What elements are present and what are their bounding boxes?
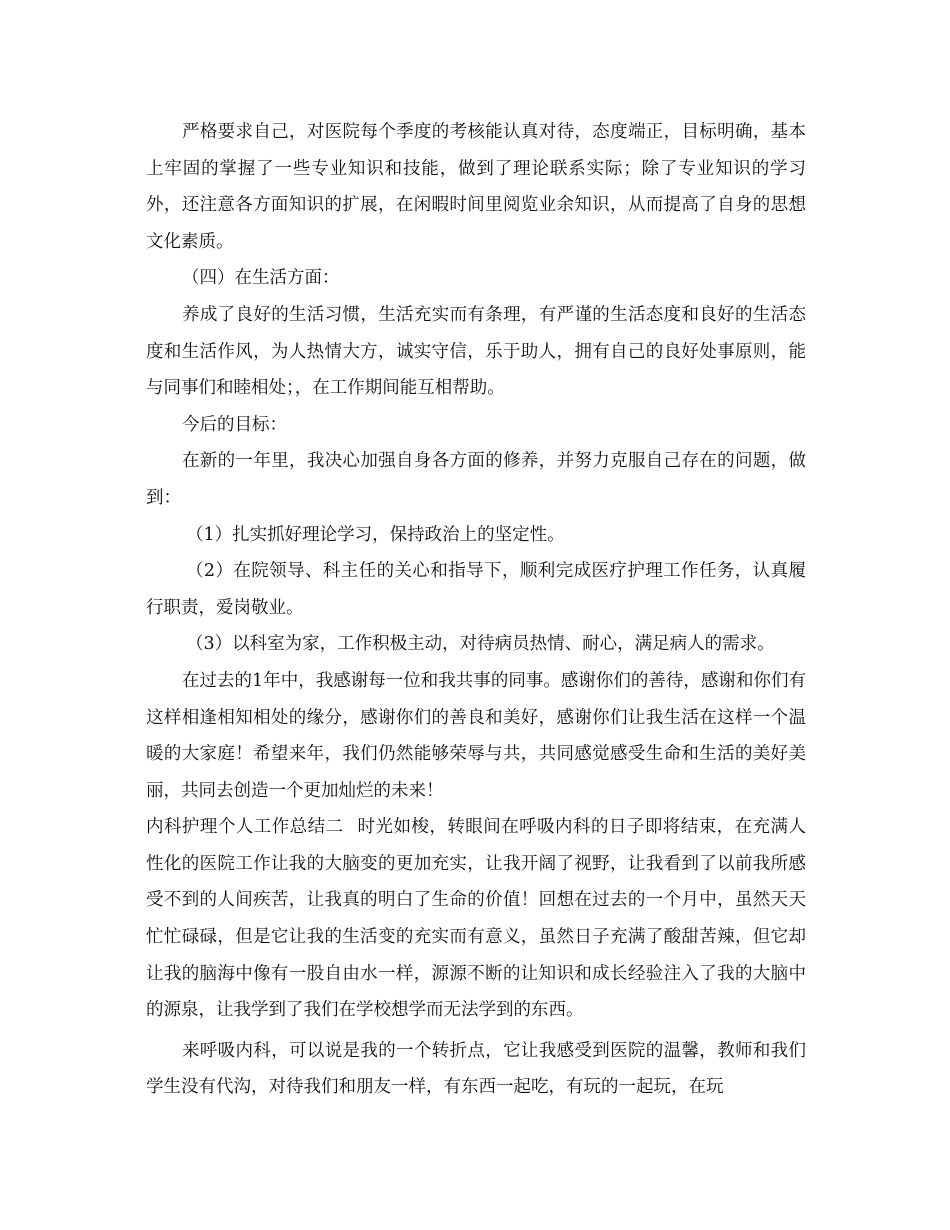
paragraph-thanks: 在过去的1年中，我感谢每一位和我共事的同事。感谢你们的善待，感谢和你们有这样相逢相知相处的缘分，感谢你们的善良和美好，感谢你们让我生活在这样一个温暖的大家庭！希望来年，我们仍然能够荣辱与共，共同感觉感受生命和生活的美好美丽，共同去创造一个更加灿烂的未来！ xyxy=(146,670,806,801)
paragraph-summary-two xyxy=(146,809,806,1029)
paragraph-goals-heading: 今后的目标： xyxy=(182,414,287,435)
paragraph-life: 养成了良好的生活习惯，生活充实而有条理，有严谨的生活态度和良好的生活态度和生活作风，为人热情大方，诚实守信，乐于助人，拥有自己的良好处事原则，能与同事们和睦相处；，在工作期间能互相帮助。 xyxy=(146,304,806,399)
section-title: 内科护理个人工作总结二 xyxy=(146,817,344,838)
goal-item-2: （2）在院领导、科主任的关心和指导下，顺利完成医疗护理工作任务，认真履行职责，爱岗敬业。 xyxy=(146,561,806,618)
document-body xyxy=(146,114,806,1106)
paragraph-respiratory: 来呼吸内科，可以说是我的一个转折点，它让我感受到医院的温馨，教师和我们学生没有代沟，对待我们和朋友一样，有东西一起吃，有玩的一起玩，在玩 xyxy=(146,1040,806,1098)
paragraph-study: 严格要求自己，对医院每个季度的考核能认真对待，态度端正，目标明确，基本上牢固的掌握了一些专业知识和技能，做到了理论联系实际；除了专业知识的学习外，还注意各方面知识的扩展，在闲暇时间里阅览业余知识，从而提高了自身的思想文化素质。 xyxy=(146,122,806,252)
goal-item-1: （1）扎实抓好理论学习，保持政治上的坚定性。 xyxy=(186,524,565,545)
goal-item-3: （3）以科室为家，工作积极主动，对待病员热情、耐心，满足病人的需求。 xyxy=(186,634,775,655)
paragraph-life-heading: （四）在生活方面： xyxy=(182,268,340,289)
paragraph-goals-intro: 在新的一年里，我决心加强自身各方面的修养，并努力克服自己存在的问题，做到： xyxy=(146,451,806,508)
paragraph-summary-two-text: 时光如梭，转眼间在呼吸内科的日子即将结束，在充满人性化的医院工作让我的大脑变的更加充实，让我开阔了视野，让我看到了以前我所感受不到的人间疾苦，让我真的明白了生命的价值！回想在过去的一个月中，虽然天天忙忙碌碌，但是它让我的生活变的充实而有意义，虽然日子充满了酸甜苦辣，但它却让我的脑海中像有一股自由水一样，源源不断的让知识和成长经验注入了我的大脑中的源泉，让我学到了我们在学校想学而无法学到的东西。 xyxy=(146,817,807,1021)
